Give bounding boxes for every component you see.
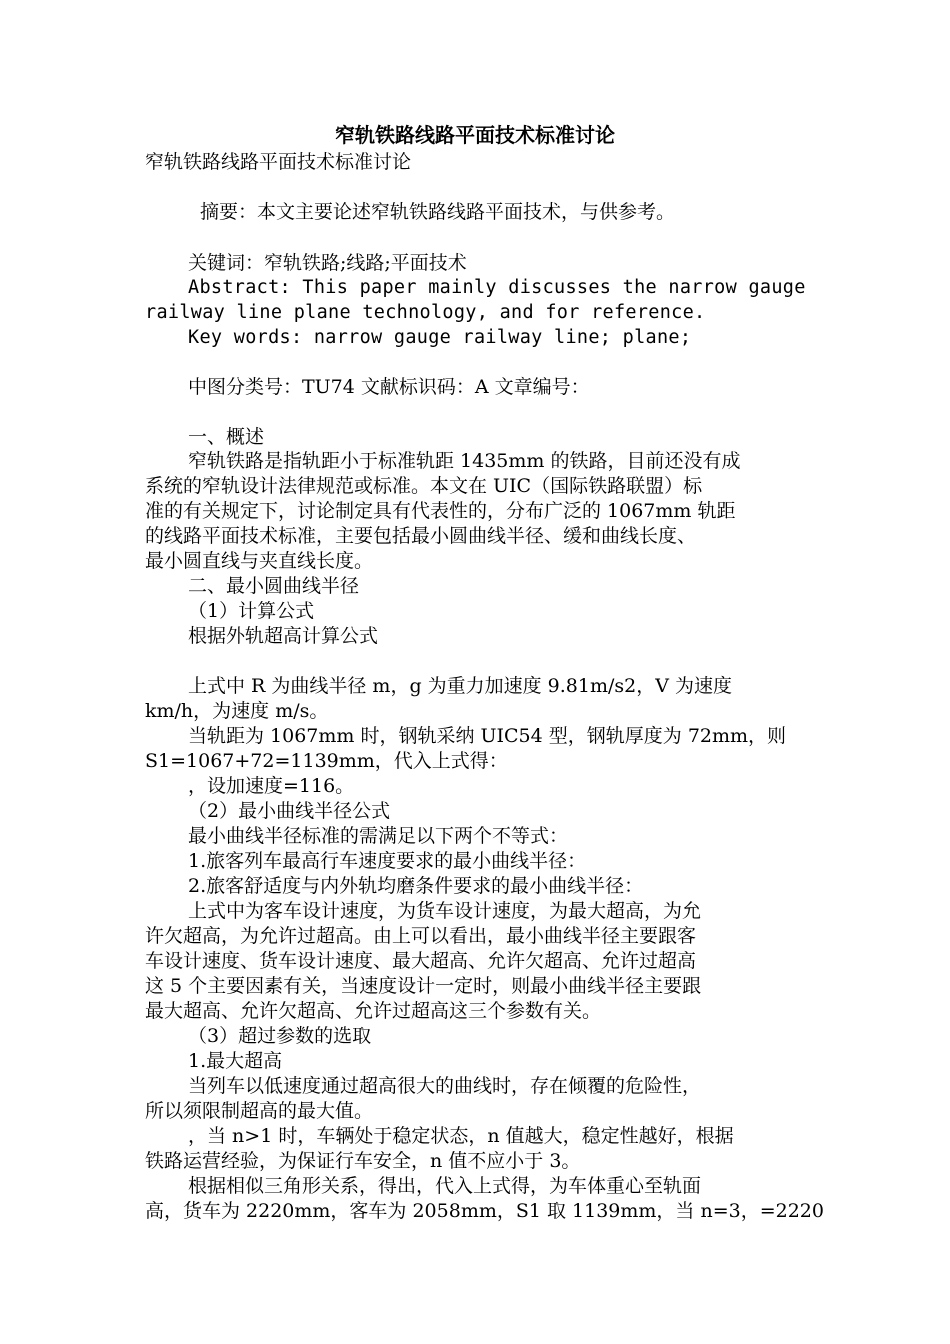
acceleration-line: ，设加速度=116。 [188,775,355,797]
abstract-en-line2: railway line plane technology, and for reference. [145,302,706,323]
section1-heading: 一、概述 [188,426,265,448]
max-superelevation-item: 1.最大超高 [188,1050,283,1072]
keywords-cn: 关键词：窄轨铁路;线路;平面技术 [188,252,467,274]
document-title: 窄轨铁路线路平面技术标准讨论 [335,123,615,147]
gauge-paragraph-line2: S1=1067+72=1139mm，代入上式得： [145,750,508,772]
section2-heading: 二、最小圆曲线半径 [188,575,360,597]
min-radius-intro: 最小曲线半径标准的需满足以下两个不等式： [188,825,569,847]
subsection1-heading: （1）计算公式 [188,600,315,622]
abstract-en-line1: Abstract: This paper mainly discusses the narrow gauge [188,277,806,298]
design-paragraph-line5: 最大超高、允许欠超高、允许过超高这三个参数有关。 [145,1000,602,1022]
document-subtitle: 窄轨铁路线路平面技术标准讨论 [145,151,412,173]
gauge-paragraph-line1: 当轨距为 1067mm 时，钢轨采纳 UIC54 型，钢轨厚度为 72mm，则 [188,725,787,747]
stability-paragraph-line1: ，当 n>1 时，车辆处于稳定状态，n 值越大，稳定性越好，根据 [188,1125,734,1147]
classification-line: 中图分类号：TU74 文献标识码：A 文章编号： [188,376,590,398]
list-item-2: 2.旅客舒适度与内外轨均磨条件要求的最小曲线半径： [188,875,644,897]
design-paragraph-line3: 车设计速度、货车设计速度、最大超高、允许欠超高、允许过超高 [145,950,697,972]
section1-paragraph-line5: 最小圆直线与夹直线长度。 [145,550,374,572]
section1-paragraph-line3: 准的有关规定下，讨论制定具有代表性的，分布广泛的 1067mm 轨距 [145,500,736,522]
design-paragraph-line2: 许欠超高，为允许过超高。由上可以看出，最小曲线半径主要跟客 [145,925,697,947]
radius-paragraph-line2: km/h，为速度 m/s。 [145,700,329,722]
section1-paragraph-line4: 的线路平面技术标准，主要包括最小圆曲线半径、缓和曲线长度、 [145,525,697,547]
design-paragraph-line4: 这 5 个主要因素有关，当速度设计一定时，则最小曲线半径主要跟 [145,975,702,997]
low-speed-paragraph-line2: 所以须限制超高的最大值。 [145,1100,374,1122]
stability-paragraph-line2: 铁路运营经验，为保证行车安全，n 值不应小于 3。 [145,1150,581,1172]
subsection3-heading: （3）超过参数的选取 [188,1025,372,1047]
abstract-cn: 摘要：本文主要论述窄轨铁路线路平面技术，与供参考。 [200,201,676,223]
subsection2-heading: （2）最小曲线半径公式 [188,800,391,822]
low-speed-paragraph-line1: 当列车以低速度通过超高很大的曲线时，存在倾覆的危险性， [188,1075,702,1097]
similar-triangle-line2: 高，货车为 2220mm，客车为 2058mm，S1 取 1139mm，当 n=3，=2220 [145,1200,824,1222]
formula-intro: 根据外轨超高计算公式 [188,625,379,647]
radius-paragraph-line1: 上式中 R 为曲线半径 m，g 为重力加速度 9.81m/s2，V 为速度 [188,675,733,697]
keywords-en: Key words: narrow gauge railway line; plane; [188,327,692,348]
section1-paragraph-line1: 窄轨铁路是指轨距小于标准轨距 1435mm 的铁路，目前还没有成 [188,450,741,472]
similar-triangle-line1: 根据相似三角形关系，得出，代入上式得，为车体重心至轨面 [188,1175,702,1197]
design-paragraph-line1: 上式中为客车设计速度，为货车设计速度，为最大超高，为允 [188,900,702,922]
section1-paragraph-line2: 系统的窄轨设计法律规范或标准。本文在 UIC（国际铁路联盟）标 [145,475,703,497]
list-item-1: 1.旅客列车最高行车速度要求的最小曲线半径： [188,850,587,872]
